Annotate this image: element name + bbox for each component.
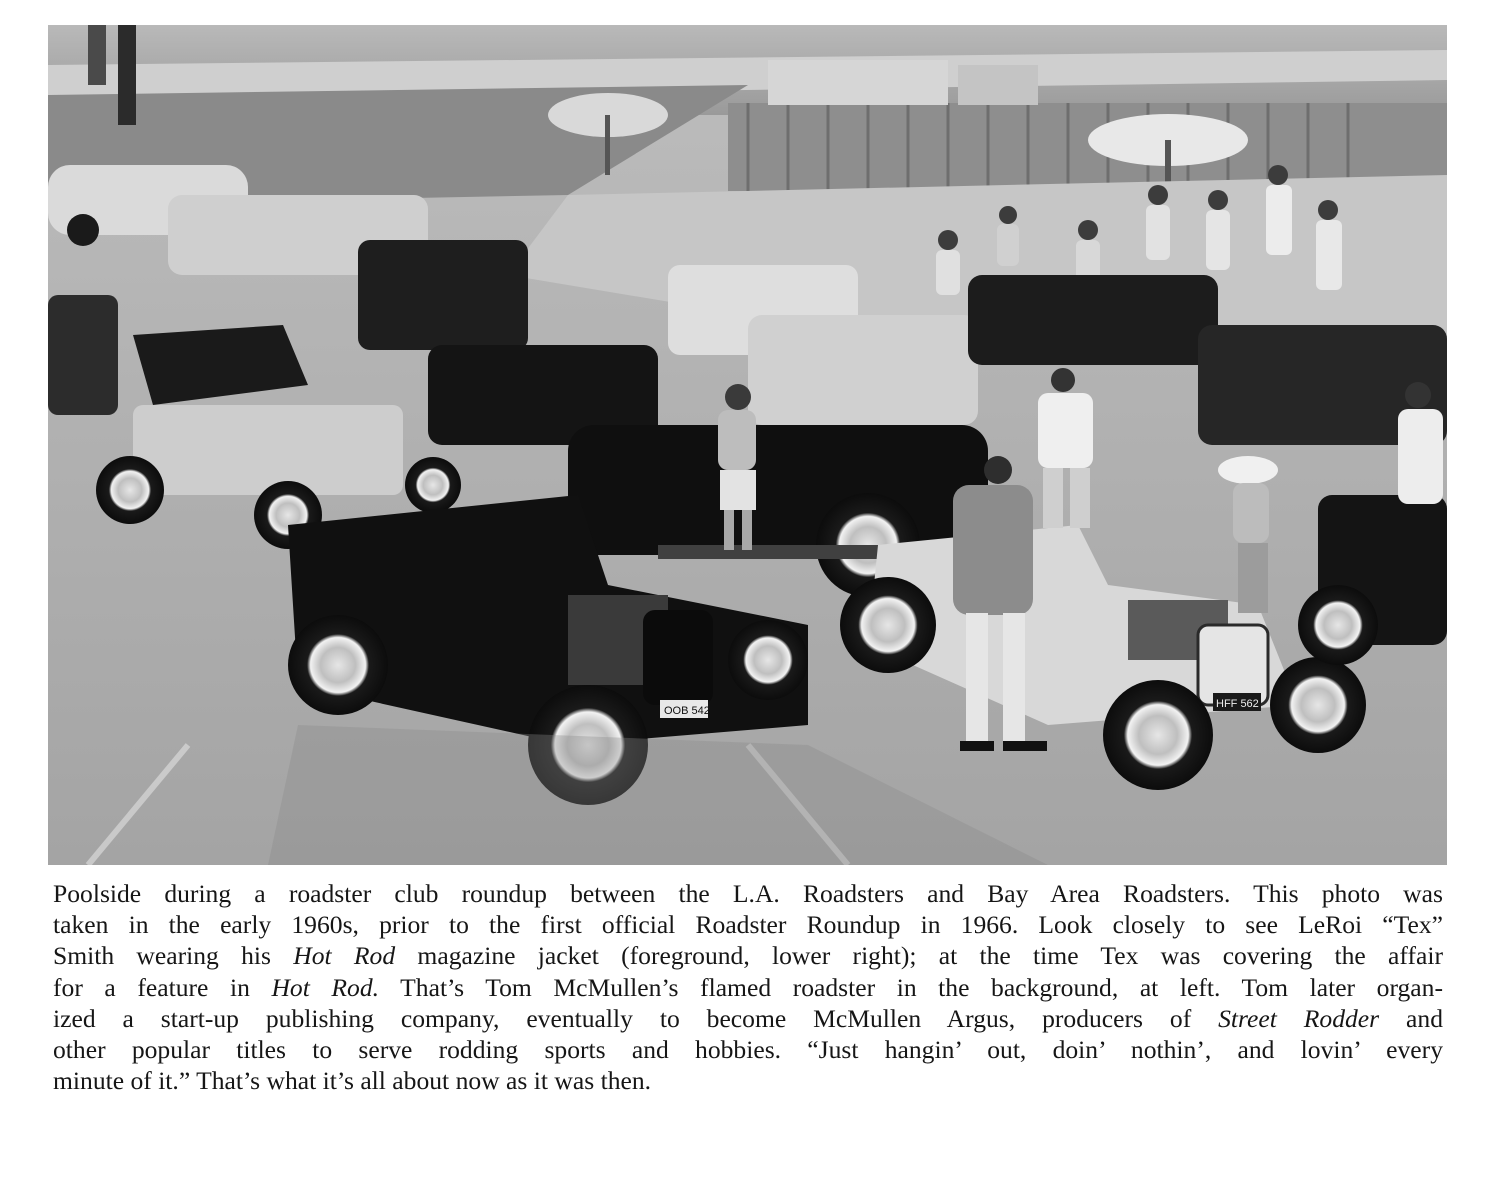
- caption-line: [53, 1003, 1443, 1034]
- caption-text: Poolside during a roadster club roundup between the L.A. Roadsters and Bay Area Roadsters. This photo was: [53, 879, 1443, 908]
- plate-foreground-right: HFF 562: [1216, 698, 1259, 710]
- caption-line: [53, 1034, 1443, 1065]
- roadster-photo: [48, 25, 1447, 865]
- caption-text: for a feature in: [53, 972, 272, 1002]
- caption-text: and: [1379, 1003, 1443, 1033]
- caption-line: [53, 972, 1443, 1003]
- caption-text: That’s Tom McMullen’s flamed roadster in the background, at left. Tom later organ-: [379, 972, 1443, 1002]
- caption-line: [53, 1065, 1443, 1096]
- caption-text: ized a start-up publishing company, eventually to become McMullen Argus, producers of: [53, 1003, 1219, 1033]
- photo-caption: [53, 878, 1443, 1096]
- roadster-photo-illustration: [48, 25, 1447, 865]
- caption-text: other popular titles to serve rodding sports and hobbies. “Just hangin’ out, doin’ nothin’, and lovin’ every: [53, 1034, 1443, 1064]
- caption-line: [53, 940, 1443, 971]
- plate-foreground-left: OOB 542: [664, 705, 710, 717]
- caption-text: magazine jacket (foreground, lower right); at the time Tex was covering the affair: [395, 941, 1443, 971]
- caption-line: [53, 878, 1443, 909]
- caption-italic-title: Street Rodder: [1218, 1003, 1380, 1033]
- caption-italic-title: Hot Rod.: [271, 972, 380, 1002]
- caption-line: [53, 909, 1443, 940]
- caption-text: taken in the early 1960s, prior to the first official Roadster Roundup in 1966. Look closely to see LeRoi “Tex”: [53, 910, 1443, 940]
- caption-text: Smith wearing his: [53, 941, 294, 971]
- caption-text: minute of it.” That’s what it’s all about now as it was then.: [53, 1066, 652, 1096]
- caption-italic-title: Hot Rod: [293, 941, 396, 971]
